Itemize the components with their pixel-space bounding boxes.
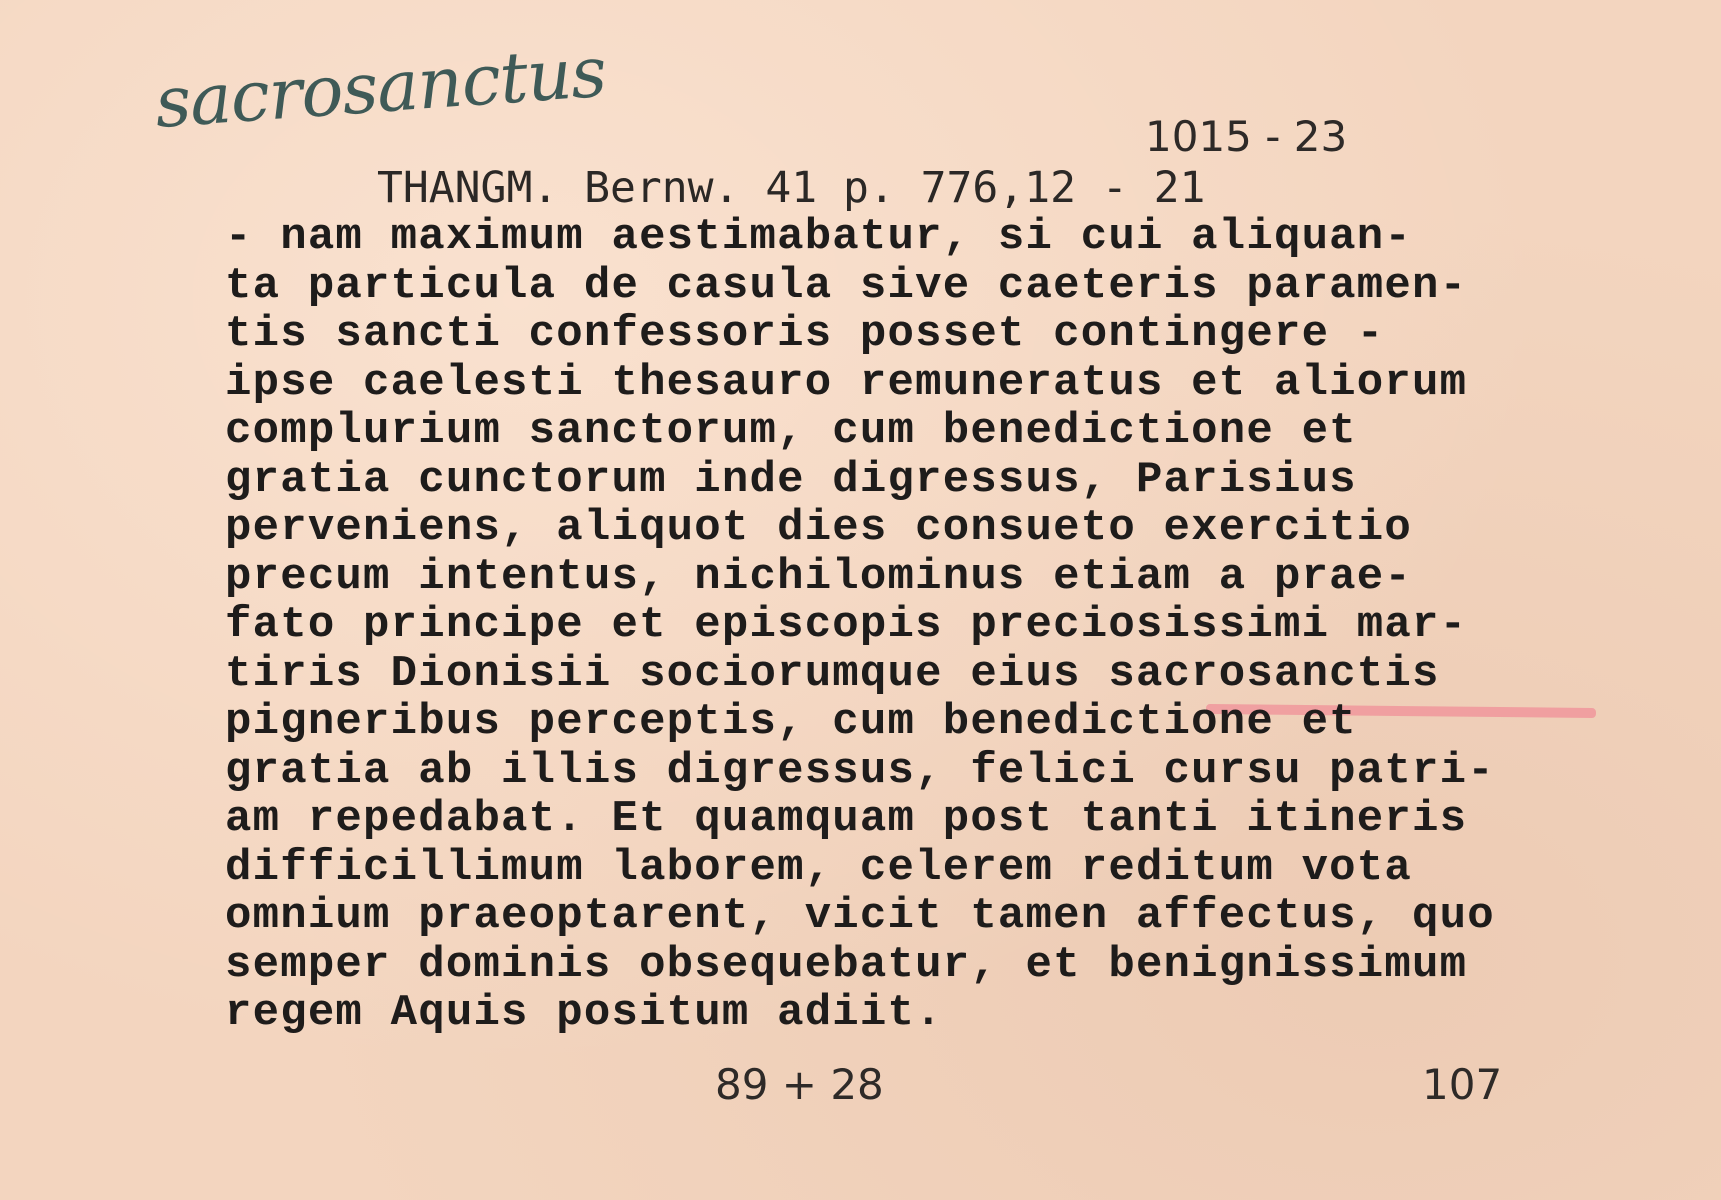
text-line: - nam maximum aestimabatur, si cui aliquan- xyxy=(225,212,1412,262)
reference-number: 1015 - 23 xyxy=(1145,112,1348,161)
text-line: complurium sanctorum, cum benedictione et xyxy=(225,406,1357,456)
footer-count: 89 + 28 xyxy=(715,1060,884,1109)
text-line: precum intentus, nichilominus etiam a prae- xyxy=(225,551,1412,602)
text-line: tiris Dionisii sociorumque eius sacrosanctis xyxy=(225,648,1440,699)
handwritten-lemma: sacrosanctus xyxy=(152,30,609,144)
text-line: am repedabat. Et quamquam post tanti itineris xyxy=(225,794,1468,844)
text-line: ta particula de casula sive caeteris paramen- xyxy=(225,260,1468,311)
text-line: omnium praeoptarent, vicit tamen affectus, quo xyxy=(225,891,1495,941)
text-line: fato principe et episcopis preciosissimi mar- xyxy=(225,600,1468,650)
text-line: perveniens, aliquot dies consueto exercitio xyxy=(225,503,1412,553)
text-line: ipse caelesti thesauro remuneratus et aliorum xyxy=(225,357,1468,408)
text-line: gratia cunctorum inde digressus, Parisius xyxy=(225,454,1357,505)
text-line: semper dominis obsequebatur, et benignissimum xyxy=(225,939,1468,990)
text-line: gratia ab illis digressus, felici cursu patri- xyxy=(225,745,1495,796)
source-citation: THANGM. Bernw. 41 p. 776,12 - 21 xyxy=(377,163,1206,213)
footer-number: 107 xyxy=(1422,1060,1503,1109)
quotation-text xyxy=(225,213,1495,1038)
text-line: pigneribus perceptis, cum benedictione et xyxy=(225,697,1357,747)
text-line: tis sancti confessoris posset contingere - xyxy=(225,309,1385,359)
text-line: regem Aquis positum adiit. xyxy=(225,988,943,1038)
text-line: difficillimum laborem, celerem reditum vota xyxy=(225,842,1412,893)
